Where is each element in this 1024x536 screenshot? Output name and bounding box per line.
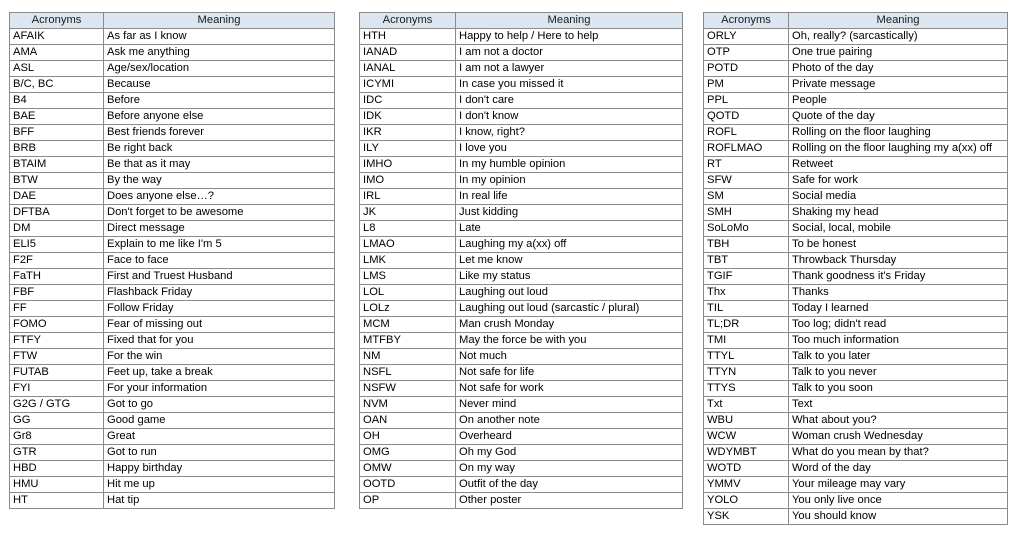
meaning-cell: I am not a lawyer — [456, 61, 683, 77]
acronym-cell: WBU — [704, 413, 789, 429]
table-row — [10, 205, 335, 221]
table-row — [704, 173, 1008, 189]
meaning-cell: Throwback Thursday — [789, 253, 1008, 269]
meaning-cell: Laughing out loud — [456, 285, 683, 301]
meaning-cell: Today I learned — [789, 301, 1008, 317]
meaning-cell: Because — [104, 77, 335, 93]
meaning-cell: On another note — [456, 413, 683, 429]
acronym-cell: Thx — [704, 285, 789, 301]
table-row — [360, 29, 683, 45]
table-row — [10, 365, 335, 381]
table-row — [360, 397, 683, 413]
acronym-cell: FTW — [10, 349, 104, 365]
meaning-cell: One true pairing — [789, 45, 1008, 61]
meaning-cell: I don't care — [456, 93, 683, 109]
acronym-cell: IDC — [360, 93, 456, 109]
meaning-cell: For your information — [104, 381, 335, 397]
acronym-cell: DM — [10, 221, 104, 237]
meaning-cell: In my humble opinion — [456, 157, 683, 173]
acronym-cell: FUTAB — [10, 365, 104, 381]
acronym-cell: ROFL — [704, 125, 789, 141]
meaning-cell: Too much information — [789, 333, 1008, 349]
table-row — [704, 93, 1008, 109]
table-header-row — [704, 13, 1008, 29]
table-row — [704, 413, 1008, 429]
table-row — [10, 461, 335, 477]
acronym-cell: TMI — [704, 333, 789, 349]
header-meaning: Meaning — [456, 13, 683, 29]
meaning-cell: Rolling on the floor laughing — [789, 125, 1008, 141]
table-row — [704, 45, 1008, 61]
acronym-cell: JK — [360, 205, 456, 221]
meaning-cell: Got to go — [104, 397, 335, 413]
table-row — [360, 173, 683, 189]
table-row — [360, 493, 683, 509]
meaning-cell: Safe for work — [789, 173, 1008, 189]
meaning-cell: Thank goodness it's Friday — [789, 269, 1008, 285]
meaning-cell: Fear of missing out — [104, 317, 335, 333]
table-row — [360, 301, 683, 317]
meaning-cell: Word of the day — [789, 461, 1008, 477]
acronym-cell: TBH — [704, 237, 789, 253]
acronym-cell: DAE — [10, 189, 104, 205]
meaning-cell: Fixed that for you — [104, 333, 335, 349]
table-row — [704, 253, 1008, 269]
meaning-cell: Happy birthday — [104, 461, 335, 477]
acronym-cell: ICYMI — [360, 77, 456, 93]
table-row — [360, 285, 683, 301]
acronym-cell: HT — [10, 493, 104, 509]
acronym-cell: FTFY — [10, 333, 104, 349]
acronym-cell: BTAIM — [10, 157, 104, 173]
acronym-cell: RT — [704, 157, 789, 173]
table-row — [360, 333, 683, 349]
table-row — [360, 61, 683, 77]
meaning-cell: Man crush Monday — [456, 317, 683, 333]
acronym-cell: LMK — [360, 253, 456, 269]
table-row — [704, 461, 1008, 477]
acronym-cell: LOL — [360, 285, 456, 301]
meaning-cell: Flashback Friday — [104, 285, 335, 301]
acronym-table-1 — [9, 12, 335, 509]
meaning-cell: I love you — [456, 141, 683, 157]
acronym-cell: ORLY — [704, 29, 789, 45]
table-row — [10, 189, 335, 205]
table-header-row — [10, 13, 335, 29]
table-row — [360, 141, 683, 157]
acronym-cell: NSFL — [360, 365, 456, 381]
meaning-cell: Ask me anything — [104, 45, 335, 61]
table-row — [10, 253, 335, 269]
acronym-cell: TTYN — [704, 365, 789, 381]
table-row — [360, 317, 683, 333]
table-row — [10, 477, 335, 493]
meaning-cell: Hat tip — [104, 493, 335, 509]
meaning-cell: Got to run — [104, 445, 335, 461]
meaning-cell: Text — [789, 397, 1008, 413]
meaning-cell: Explain to me like I'm 5 — [104, 237, 335, 253]
acronym-cell: AMA — [10, 45, 104, 61]
table-row — [10, 413, 335, 429]
meaning-cell: Outfit of the day — [456, 477, 683, 493]
table-row — [10, 125, 335, 141]
meaning-cell: Like my status — [456, 269, 683, 285]
meaning-cell: Oh, really? (sarcastically) — [789, 29, 1008, 45]
meaning-cell: Not much — [456, 349, 683, 365]
meaning-cell: Don't forget to be awesome — [104, 205, 335, 221]
meaning-cell: Laughing out loud (sarcastic / plural) — [456, 301, 683, 317]
header-acronyms: Acronyms — [360, 13, 456, 29]
table-row — [360, 381, 683, 397]
acronym-cell: SM — [704, 189, 789, 205]
meaning-cell: Happy to help / Here to help — [456, 29, 683, 45]
header-meaning: Meaning — [104, 13, 335, 29]
meaning-cell: Talk to you later — [789, 349, 1008, 365]
meaning-cell: May the force be with you — [456, 333, 683, 349]
meaning-cell: Good game — [104, 413, 335, 429]
meaning-cell: Not safe for work — [456, 381, 683, 397]
table-row — [10, 109, 335, 125]
table-row — [704, 445, 1008, 461]
header-meaning: Meaning — [789, 13, 1008, 29]
meaning-cell: You should know — [789, 509, 1008, 525]
acronym-cell: POTD — [704, 61, 789, 77]
meaning-cell: I know, right? — [456, 125, 683, 141]
acronym-cell: MTFBY — [360, 333, 456, 349]
acronym-cell: IRL — [360, 189, 456, 205]
acronym-cell: IMHO — [360, 157, 456, 173]
table-row — [10, 381, 335, 397]
meaning-cell: Age/sex/location — [104, 61, 335, 77]
table-row — [704, 141, 1008, 157]
acronym-cell: ROFLMAO — [704, 141, 789, 157]
table-row — [704, 77, 1008, 93]
acronym-cell: AFAIK — [10, 29, 104, 45]
meaning-cell: I don't know — [456, 109, 683, 125]
acronym-cell: HBD — [10, 461, 104, 477]
table-row — [360, 413, 683, 429]
acronym-cell: QOTD — [704, 109, 789, 125]
acronym-cell: OH — [360, 429, 456, 445]
meaning-cell: In real life — [456, 189, 683, 205]
table-row — [10, 285, 335, 301]
meaning-cell: First and Truest Husband — [104, 269, 335, 285]
table-row — [704, 301, 1008, 317]
acronym-cell: NM — [360, 349, 456, 365]
table-row — [10, 237, 335, 253]
table-row — [704, 29, 1008, 45]
meaning-cell: Talk to you soon — [789, 381, 1008, 397]
meaning-cell: Talk to you never — [789, 365, 1008, 381]
acronym-cell: G2G / GTG — [10, 397, 104, 413]
acronym-cell: F2F — [10, 253, 104, 269]
meaning-cell: You only live once — [789, 493, 1008, 509]
table-row — [360, 461, 683, 477]
table-row — [704, 349, 1008, 365]
table-row — [360, 429, 683, 445]
table-row — [10, 333, 335, 349]
acronym-cell: B/C, BC — [10, 77, 104, 93]
acronym-cell: WDYMBT — [704, 445, 789, 461]
acronym-cell: SMH — [704, 205, 789, 221]
acronym-cell: HMU — [10, 477, 104, 493]
acronym-cell: FYI — [10, 381, 104, 397]
table-row — [10, 61, 335, 77]
table-row — [10, 317, 335, 333]
table-row — [10, 493, 335, 509]
table-row — [10, 445, 335, 461]
table-row — [704, 237, 1008, 253]
meaning-cell: Never mind — [456, 397, 683, 413]
meaning-cell: Late — [456, 221, 683, 237]
table-row — [10, 397, 335, 413]
meaning-cell: Before — [104, 93, 335, 109]
table-row — [10, 141, 335, 157]
table-row — [360, 269, 683, 285]
acronym-cell: DFTBA — [10, 205, 104, 221]
table-row — [704, 477, 1008, 493]
acronym-cell: TBT — [704, 253, 789, 269]
table-row — [704, 61, 1008, 77]
acronym-cell: IDK — [360, 109, 456, 125]
table-row — [704, 125, 1008, 141]
acronym-cell: FOMO — [10, 317, 104, 333]
meaning-cell: Social media — [789, 189, 1008, 205]
meaning-cell: Just kidding — [456, 205, 683, 221]
table-row — [704, 269, 1008, 285]
table-row — [704, 285, 1008, 301]
table-row — [704, 381, 1008, 397]
meaning-cell: Your mileage may vary — [789, 477, 1008, 493]
table-row — [360, 221, 683, 237]
table-row — [360, 189, 683, 205]
acronym-cell: OOTD — [360, 477, 456, 493]
acronym-cell: Gr8 — [10, 429, 104, 445]
meaning-cell: To be honest — [789, 237, 1008, 253]
meaning-cell: Overheard — [456, 429, 683, 445]
acronym-cell: FF — [10, 301, 104, 317]
table-row — [704, 109, 1008, 125]
table-row — [360, 93, 683, 109]
acronym-cell: FBF — [10, 285, 104, 301]
meaning-cell: Be that as it may — [104, 157, 335, 173]
acronym-cell: BTW — [10, 173, 104, 189]
acronym-cell: OMG — [360, 445, 456, 461]
meaning-cell: What about you? — [789, 413, 1008, 429]
meaning-cell: Thanks — [789, 285, 1008, 301]
acronym-cell: TGIF — [704, 269, 789, 285]
acronym-cell: ASL — [10, 61, 104, 77]
table-row — [360, 237, 683, 253]
table-row — [360, 125, 683, 141]
acronym-cell: OTP — [704, 45, 789, 61]
table-row — [704, 333, 1008, 349]
meaning-cell: Best friends forever — [104, 125, 335, 141]
acronym-cell: TIL — [704, 301, 789, 317]
acronym-cell: YSK — [704, 509, 789, 525]
meaning-cell: In case you missed it — [456, 77, 683, 93]
meaning-cell: Hit me up — [104, 477, 335, 493]
table-row — [10, 93, 335, 109]
acronym-table-3 — [703, 12, 1008, 525]
acronym-cell: BFF — [10, 125, 104, 141]
table-row — [704, 365, 1008, 381]
acronym-cell: LMS — [360, 269, 456, 285]
acronym-cell: SFW — [704, 173, 789, 189]
acronym-cell: IKR — [360, 125, 456, 141]
acronym-cell: L8 — [360, 221, 456, 237]
meaning-cell: Let me know — [456, 253, 683, 269]
table-row — [360, 349, 683, 365]
table-row — [10, 77, 335, 93]
acronym-cell: IANAD — [360, 45, 456, 61]
header-acronyms: Acronyms — [704, 13, 789, 29]
meaning-cell: Laughing my a(xx) off — [456, 237, 683, 253]
table-row — [704, 157, 1008, 173]
table-row — [10, 429, 335, 445]
meaning-cell: On my way — [456, 461, 683, 477]
meaning-cell: By the way — [104, 173, 335, 189]
meaning-cell: I am not a doctor — [456, 45, 683, 61]
acronym-cell: HTH — [360, 29, 456, 45]
acronym-cell: Txt — [704, 397, 789, 413]
meaning-cell: Direct message — [104, 221, 335, 237]
meaning-cell: Rolling on the floor laughing my a(xx) off — [789, 141, 1008, 157]
header-acronyms: Acronyms — [10, 13, 104, 29]
meaning-cell: Woman crush Wednesday — [789, 429, 1008, 445]
table-row — [360, 109, 683, 125]
acronym-cell: WCW — [704, 429, 789, 445]
table-row — [704, 189, 1008, 205]
table-row — [360, 77, 683, 93]
table-row — [10, 157, 335, 173]
table-row — [360, 477, 683, 493]
acronym-cell: BAE — [10, 109, 104, 125]
acronym-cell: TTYL — [704, 349, 789, 365]
meaning-cell: As far as I know — [104, 29, 335, 45]
acronym-cell: ILY — [360, 141, 456, 157]
meaning-cell: Quote of the day — [789, 109, 1008, 125]
meaning-cell: Feet up, take a break — [104, 365, 335, 381]
table-row — [360, 253, 683, 269]
table-row — [704, 493, 1008, 509]
table-row — [704, 205, 1008, 221]
table-row — [704, 221, 1008, 237]
meaning-cell: Retweet — [789, 157, 1008, 173]
meaning-cell: Photo of the day — [789, 61, 1008, 77]
acronym-cell: BRB — [10, 141, 104, 157]
acronym-cell: YOLO — [704, 493, 789, 509]
meaning-cell: In my opinion — [456, 173, 683, 189]
meaning-cell: Follow Friday — [104, 301, 335, 317]
acronym-cell: PPL — [704, 93, 789, 109]
meaning-cell: Social, local, mobile — [789, 221, 1008, 237]
meaning-cell: Not safe for life — [456, 365, 683, 381]
table-row — [360, 205, 683, 221]
acronym-cell: FaTH — [10, 269, 104, 285]
acronym-cell: GG — [10, 413, 104, 429]
acronym-cell: OP — [360, 493, 456, 509]
table-row — [10, 29, 335, 45]
meaning-cell: Oh my God — [456, 445, 683, 461]
acronym-cell: OMW — [360, 461, 456, 477]
meaning-cell: People — [789, 93, 1008, 109]
table-row — [10, 301, 335, 317]
acronym-cell: TTYS — [704, 381, 789, 397]
acronym-cell: IANAL — [360, 61, 456, 77]
acronym-cell: IMO — [360, 173, 456, 189]
table-row — [360, 365, 683, 381]
acronym-cell: OAN — [360, 413, 456, 429]
table-row — [10, 269, 335, 285]
meaning-cell: Be right back — [104, 141, 335, 157]
table-row — [704, 397, 1008, 413]
meaning-cell: Too log; didn't read — [789, 317, 1008, 333]
table-row — [360, 157, 683, 173]
table-row — [360, 445, 683, 461]
meaning-cell: What do you mean by that? — [789, 445, 1008, 461]
meaning-cell: Face to face — [104, 253, 335, 269]
table-row — [704, 429, 1008, 445]
acronym-cell: WOTD — [704, 461, 789, 477]
meaning-cell: Other poster — [456, 493, 683, 509]
meaning-cell: Shaking my head — [789, 205, 1008, 221]
meaning-cell: Great — [104, 429, 335, 445]
meaning-cell: Before anyone else — [104, 109, 335, 125]
acronym-cell: B4 — [10, 93, 104, 109]
acronym-cell: ELI5 — [10, 237, 104, 253]
meaning-cell: Private message — [789, 77, 1008, 93]
acronym-cell: YMMV — [704, 477, 789, 493]
acronym-cell: MCM — [360, 317, 456, 333]
acronym-table-2 — [359, 12, 683, 509]
table-row — [10, 221, 335, 237]
table-row — [10, 45, 335, 61]
table-row — [10, 173, 335, 189]
meaning-cell: Does anyone else…? — [104, 189, 335, 205]
acronym-cell: GTR — [10, 445, 104, 461]
meaning-cell: For the win — [104, 349, 335, 365]
acronym-cell: TL;DR — [704, 317, 789, 333]
table-row — [704, 509, 1008, 525]
acronym-cell: SoLoMo — [704, 221, 789, 237]
acronym-cell: NSFW — [360, 381, 456, 397]
table-row — [10, 349, 335, 365]
table-header-row — [360, 13, 683, 29]
acronym-cell: LOLz — [360, 301, 456, 317]
acronym-cell: LMAO — [360, 237, 456, 253]
acronym-cell: PM — [704, 77, 789, 93]
acronym-cell: NVM — [360, 397, 456, 413]
table-row — [704, 317, 1008, 333]
table-row — [360, 45, 683, 61]
